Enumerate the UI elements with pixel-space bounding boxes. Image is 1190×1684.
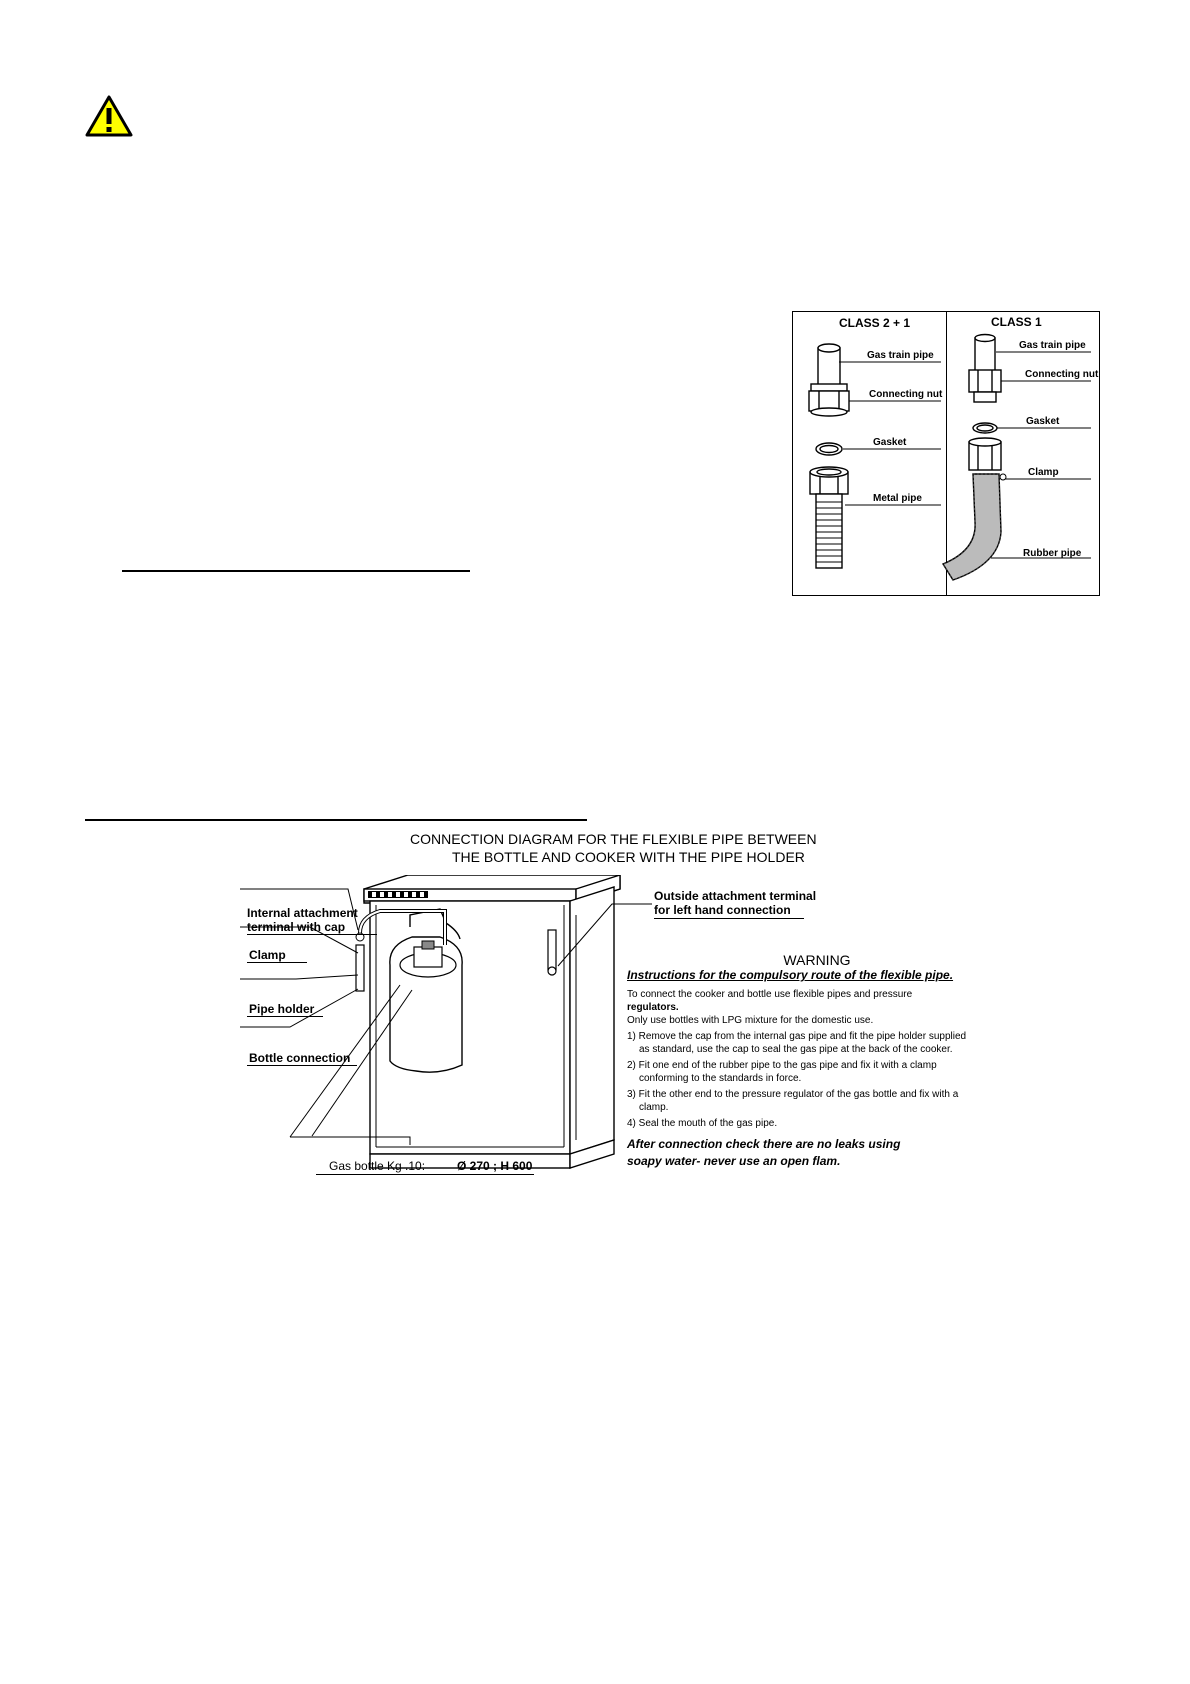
label-gas-bottle-dims: Ø 270 ; H 600 — [457, 1159, 533, 1173]
right-label-gasket: Gasket — [1026, 416, 1060, 427]
warning-step-3: 3) Fit the other end to the pressure regulator of the gas bottle and fix with a clamp. — [627, 1089, 959, 1113]
class-2-1-title: CLASS 2 + 1 — [839, 316, 911, 330]
warning-heading: WARNING — [783, 952, 851, 968]
right-label-clamp: Clamp — [1028, 467, 1059, 478]
warning-step-4: 4) Seal the mouth of the gas pipe. — [627, 1118, 778, 1129]
warning-final-2: soapy water- never use an open flam. — [627, 1154, 841, 1168]
class-1-title: CLASS 1 — [991, 315, 1042, 329]
warning-step-2: 2) Fit one end of the rubber pipe to the gas pipe and fix it with a clamp conforming to the standards in force. — [627, 1060, 937, 1084]
left-label-metal-pipe: Metal pipe — [873, 493, 922, 504]
warning-final-1: After connection check there are no leaks using — [627, 1137, 901, 1151]
right-label-connecting-nut: Connecting nut — [1025, 369, 1099, 380]
label-left-hand-connection: for left hand connection — [654, 903, 791, 917]
label-internal-attachment: Internal attachment — [247, 906, 358, 920]
label-terminal-with-cap: terminal with cap — [247, 920, 346, 934]
warning-intro-3: Only use bottles with LPG mixture for the domestic use. — [627, 1015, 874, 1026]
warning-subheading: Instructions for the compulsory route of the flexible pipe. — [627, 968, 954, 982]
metal-pipe-fitting — [809, 344, 849, 568]
label-bottle-connection: Bottle connection — [249, 1051, 351, 1065]
left-label-gasket: Gasket — [873, 437, 907, 448]
section-rule-1 — [122, 570, 470, 572]
left-label-connecting-nut: Connecting nut — [869, 389, 943, 400]
left-label-gas-train-pipe: Gas train pipe — [867, 350, 934, 361]
label-outside-attachment: Outside attachment terminal — [654, 889, 817, 903]
warning-triangle-icon — [84, 94, 134, 138]
warning-intro-1: To connect the cooker and bottle use flexible pipes and pressure — [627, 989, 913, 1000]
connection-diagram-title-2: THE BOTTLE AND COOKER WITH THE PIPE HOLDER — [452, 849, 805, 865]
right-label-gas-train-pipe: Gas train pipe — [1019, 340, 1086, 351]
connection-diagram-title-1: CONNECTION DIAGRAM FOR THE FLEXIBLE PIPE BETWEEN — [410, 831, 817, 847]
section-rule-2 — [85, 819, 587, 821]
warning-step-1: 1) Remove the cap from the internal gas pipe and fit the pipe holder supplied as standard, use the cap to seal the gas pipe at the back of the cooker. — [627, 1031, 967, 1055]
warning-intro-2: regulators. — [627, 1002, 679, 1013]
label-clamp: Clamp — [249, 948, 286, 962]
right-label-rubber-pipe: Rubber pipe — [1023, 548, 1082, 559]
warning-instructions — [627, 954, 967, 1170]
label-gas-bottle: Gas bottle Kg .10: — [329, 1159, 426, 1173]
label-pipe-holder: Pipe holder — [249, 1002, 315, 1016]
fittings-panel — [792, 311, 1100, 596]
